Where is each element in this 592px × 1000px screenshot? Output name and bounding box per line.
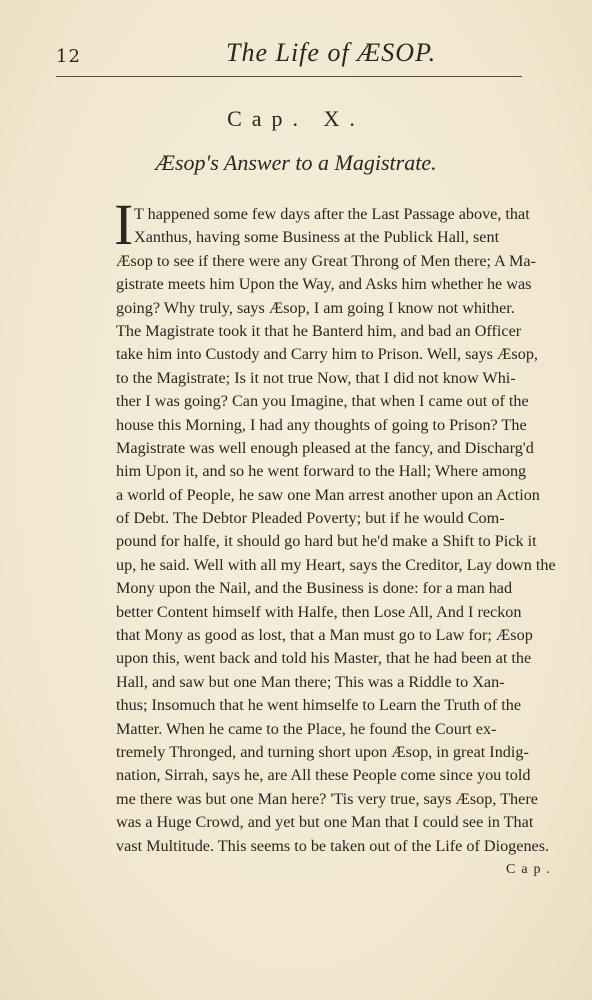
text-line: me there was but one Man here? 'Tis very true, says Æsop, There [116,789,538,808]
text-line: T happened some few days after the Last Passage above, that [134,205,530,223]
text-line: Magistrate was well enough pleased at the fancy, and Discharg'd [116,438,534,457]
text-line: The Magistrate took it that he Banterd him, and bad an Officer [116,321,522,340]
header-rule [56,76,522,77]
body-text [116,203,569,858]
text-line: nation, Sirrah, says he, are All these People come since you told [116,766,531,785]
chapter-title: Æsop's Answer to a Magistrate. [155,150,437,175]
text-line: vast Multitude. This seems to be taken out of the Life of Diogenes. [116,836,550,855]
text-line: house this Morning, I had any thoughts of going to Prison? The [116,415,527,434]
text-line: Hall, and saw but one Man there; This was a Riddle to Xan- [116,672,505,691]
text-line: Xanthus, having some Business at the Publick Hall, sent [134,228,500,247]
running-head: The Life of ÆSOP. [226,38,437,67]
text-line: to the Magistrate; Is it not true Now, that I did not know Whi- [116,368,516,387]
text-line: take him into Custody and Carry him to Prison. Well, says Æsop, [116,345,538,364]
text-line: Matter. When he came to the Place, he found the Court ex- [116,719,497,738]
page-number: 12 [56,46,81,67]
text-line: Mony upon the Nail, and the Business is done: for a man had [116,579,513,598]
text-line: pound for halfe, it should go hard but he'd make a Shift to Pick it [116,532,537,551]
text-line: that Mony as good as lost, that a Man must go to Law for; Æsop [116,626,533,645]
drop-cap: I [114,192,134,257]
chapter-heading: Cap. X. [227,106,365,131]
text-line: ther I was going? Can you Imagine, that when I came out of the [116,392,529,411]
text-line: was a Huge Crowd, and yet but one Man that I could see in That [116,813,534,832]
text-line: gistrate meets him Upon the Way, and Asks him whether he was [116,275,532,294]
text-line: going? Why truly, says Æsop, I am going I know not whither. [116,298,515,317]
text-line: upon this, went back and told his Master, that he had been at the [116,649,532,668]
text-line: Æsop to see if there were any Great Throng of Men there; A Ma- [116,251,536,270]
text-line: tremely Thronged, and turning short upon Æsop, in great Indig- [116,742,529,761]
text-line: a world of People, he saw one Man arrest another upon an Action [116,485,540,504]
text-line: better Content himself with Halfe, then Lose All, And I reckon [116,602,522,621]
text-line: thus; Insomuch that he went himselfe to Learn the Truth of the [116,696,522,715]
catchword: Cap. [506,862,557,877]
text-line: of Debt. The Debtor Pleaded Poverty; but if he would Com- [116,509,505,528]
text-line: up, he said. Well with all my Heart, says the Creditor, Lay down the [116,555,556,574]
text-line: him Upon it, and so he went forward to the Hall; Where among [116,462,527,481]
